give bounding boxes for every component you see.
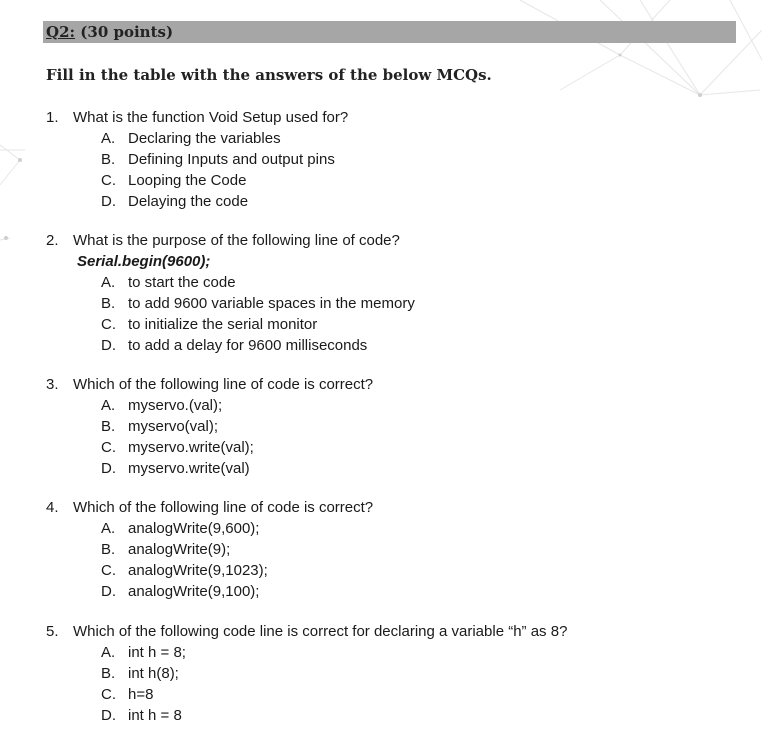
option-c: C. h=8 — [101, 686, 154, 703]
mcq-question-1 — [46, 107, 348, 212]
question-text: What is the function Void Setup used for? — [73, 109, 349, 126]
instructions: Fill in the table with the answers of the below MCQs. — [46, 66, 492, 84]
question-text: Which of the following line of code is correct? — [73, 376, 374, 393]
question-id: Q2: — [46, 23, 76, 41]
question-number: 5. — [46, 623, 59, 640]
mcq-question-5 — [46, 621, 567, 726]
question-text: Which of the following code line is correct for declaring a variable “h” as 8? — [73, 623, 568, 640]
option-a: A. myservo.(val); — [101, 397, 223, 414]
option-c: C. to initialize the serial monitor — [101, 316, 318, 333]
question-number: 3. — [46, 376, 59, 393]
mcq-question-4 — [46, 497, 373, 602]
question-number: 2. — [46, 232, 59, 249]
option-d: D. Delaying the code — [101, 193, 249, 210]
question-points: (30 points) — [80, 23, 174, 41]
mcq-question-2 — [46, 230, 415, 356]
question-number: 4. — [46, 499, 59, 516]
option-d: D. analogWrite(9,100); — [101, 583, 260, 600]
code-snippet: Serial.begin(9600); — [77, 253, 211, 270]
question-number: 1. — [46, 109, 59, 126]
option-b: B. analogWrite(9); — [101, 541, 231, 558]
option-b: B. to add 9600 variable spaces in the memory — [101, 295, 415, 312]
option-b: B. myservo(val); — [101, 418, 219, 435]
question-text: Which of the following line of code is correct? — [73, 499, 374, 516]
option-c: C. Looping the Code — [101, 172, 247, 189]
option-d: D. int h = 8 — [101, 707, 182, 724]
question-text: What is the purpose of the following line of code? — [73, 232, 400, 249]
mcq-question-3 — [46, 374, 373, 479]
option-a: A. Declaring the variables — [101, 130, 281, 147]
question-header — [46, 23, 173, 41]
option-a: A. int h = 8; — [101, 644, 186, 661]
option-d: D. myservo.write(val) — [101, 460, 250, 477]
option-c: C. myservo.write(val); — [101, 439, 254, 456]
option-c: C. analogWrite(9,1023); — [101, 562, 268, 579]
option-a: A. to start the code — [101, 274, 236, 291]
option-b: B. Defining Inputs and output pins — [101, 151, 335, 168]
option-d: D. to add a delay for 9600 milliseconds — [101, 337, 368, 354]
option-a: A. analogWrite(9,600); — [101, 520, 260, 537]
option-b: B. int h(8); — [101, 665, 179, 682]
